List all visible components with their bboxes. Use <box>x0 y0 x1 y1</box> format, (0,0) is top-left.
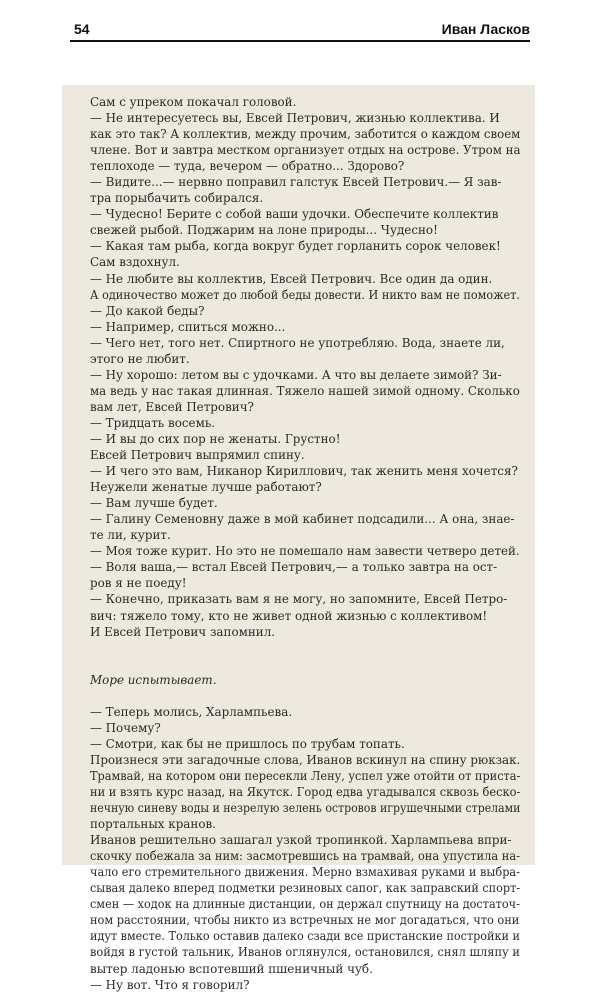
text-line: — Чего нет, того нет. Спиртного не употребляю. Вода, знаете ли, <box>90 335 505 350</box>
page-header <box>70 21 530 41</box>
text-line: Евсей Петрович выпрямил спину. <box>90 448 305 463</box>
section-epigraph: Море испытывает. <box>90 672 217 687</box>
text-line: теплоходе — туда, вечером — обратно... Здорово? <box>90 159 405 174</box>
text-line: вам лет, Евсей Петрович? <box>90 399 254 414</box>
text-line: — Например, спиться можно... <box>90 319 286 334</box>
text-line: те ли, курит. <box>90 528 171 543</box>
text-line: Неужели женатые лучше работают? <box>90 480 322 495</box>
text-line: — Моя тоже курит. Но это не помешало нам завести четверо детей. <box>90 544 520 559</box>
header-rule <box>70 40 530 42</box>
text-line: Сам вздохнул. <box>90 255 180 270</box>
text-line: вич: тяжело тому, кто не живет одной жизнью с коллективом! <box>90 608 488 623</box>
text-line: ни и взять курс назад, на Якутск. Город едва угадывался сквозь беско- <box>90 785 521 800</box>
text-line: — Ну вот. Что я говорил? <box>90 977 250 992</box>
text-line: скочку побежала за ним: засмотревшись на трамвай, она упустила на- <box>90 849 520 864</box>
text-line: Трамвай, на котором они пересекли Лену, успел уже отойти от приста- <box>90 768 521 783</box>
text-line: — Не любите вы коллектив, Евсей Петрович. Все один да один. <box>90 271 493 286</box>
text-line: — Почему? <box>90 720 161 735</box>
text-line: ном расстоянии, чтобы никто из встречных не мог догадаться, что они <box>90 913 520 928</box>
text-line: — Видите...— нервно поправил галстук Евсей Петрович.— Я зав- <box>90 175 502 190</box>
blank-line <box>90 640 520 656</box>
text-line: — Ну хорошо: летом вы с удочками. А что вы делаете зимой? Зи- <box>90 367 502 382</box>
text-line: тра порыбачить собирался. <box>90 191 264 206</box>
text-line: Сам с упреком покачал головой. <box>90 95 297 109</box>
text-line: вытер ладонью вспотевший пшеничный чуб. <box>90 961 373 976</box>
text-line: портальных кранов. <box>90 817 216 832</box>
text-line: — И чего это вам, Никанор Кириллович, так женить меня хочется? <box>90 464 518 479</box>
text-line: чало его стремительного движения. Мерно взмахивая руками и выбра- <box>90 865 521 880</box>
running-head-author: Иван Ласков <box>441 21 530 37</box>
text-line: — До какой беды? <box>90 303 205 318</box>
text-line: ма ведь у нас такая длинная. Тяжело нашей зимой одному. Сколько <box>90 383 520 398</box>
text-line: свежей рыбой. Поджарим на лоне природы... Чудесно! <box>90 223 438 238</box>
text-line: сывая далеко вперед подметки резиновых сапог, как заправский спорт- <box>90 881 521 896</box>
text-line: — Воля ваша,— встал Евсей Петрович,— а только завтра на ост- <box>90 560 498 575</box>
text-line: И Евсей Петрович запомнил. <box>90 624 276 639</box>
text-line: — И вы до сих пор не женаты. Грустно! <box>90 431 341 446</box>
text-line: как это так? А коллектив, между прочим, заботится о каждом своем <box>90 127 521 142</box>
text-line: идут вместе. Только оставив далеко сзади все пристанские постройки и <box>90 929 520 944</box>
text-line: войдя в густой тальник, Иванов оглянулся, остановился, снял шляпу и <box>90 945 520 960</box>
page-number: 54 <box>74 21 90 37</box>
text-line: — Смотри, как бы не пришлось по трубам топать. <box>90 736 405 751</box>
text-line: А одиночество может до любой беды довести. И никто вам не поможет. <box>90 287 520 302</box>
blank-line <box>90 688 520 704</box>
text-line: — Не интересуетесь вы, Евсей Петрович, жизнью коллектива. И <box>90 111 500 126</box>
text-line: смен — ходок на длинные дистанции, он держал спутницу на достаточ- <box>90 897 520 912</box>
text-line: — Какая там рыба, когда вокруг будет горланить сорок человек! <box>90 239 501 254</box>
blank-line <box>90 656 520 672</box>
text-line: — Вам лучше будет. <box>90 496 218 511</box>
body-text <box>90 94 520 993</box>
text-line: Произнеся эти загадочные слова, Иванов вскинул на спину рюкзак. <box>90 752 521 767</box>
text-line: — Теперь молись, Харлампьева. <box>90 704 293 719</box>
text-line: — Галину Семеновну даже в мой кабинет подсадили... А она, знае- <box>90 512 515 527</box>
text-line: ров я не поеду! <box>90 576 187 591</box>
text-line: — Тридцать восемь. <box>90 415 216 430</box>
text-line: — Чудесно! Берите с собой ваши удочки. Обеспечите коллектив <box>90 207 499 222</box>
text-line: Иванов решительно зашагал узкой тропинкой. Харлампьева впри- <box>90 833 512 848</box>
text-line: — Конечно, приказать вам я не могу, но запомните, Евсей Петро- <box>90 592 508 607</box>
text-line: этого не любит. <box>90 351 190 366</box>
text-line: нечную синеву воды и незрелую зелень островов игрушечными стрелами <box>90 801 521 816</box>
text-line: члене. Вот и завтра местком организует отдых на острове. Утром на <box>90 143 521 158</box>
